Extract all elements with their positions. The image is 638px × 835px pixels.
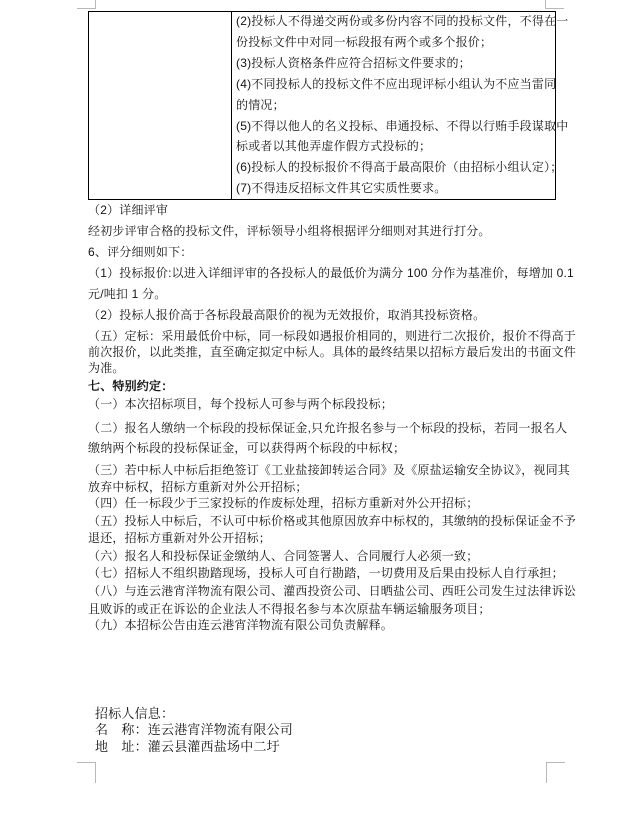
body-line: （九）本招标公告由连云港宵洋物流有限公司负责解释。 [88,618,394,632]
table-cell-line: 标或者以其他弄虚作假方式投标的； [236,139,432,153]
table-cell-line: (4)不同投标人的投标文件不应出现评标小组认为不应当雷同 [236,77,557,91]
body-line: 元/吨扣 1 分。 [88,287,167,301]
body-line: （六）报名人和投标保证金缴纳人、合同签署人、合同履行人必须一致； [88,549,479,563]
bidder-info-line: 招标人信息： [95,706,175,721]
table-cell-line: 份投标文件中对同一标段报有两个或多个报价； [236,35,493,49]
body-line: 放弃中标权，招标方重新对外公开招标； [88,480,308,494]
table-cell-line: (5)不得以他人的名义投标、串通投标、不得以行贿手段谋取中 [236,119,569,133]
crop-mark-bottom-right-icon [546,762,565,783]
body-line: 6、评分细则如下： [88,245,193,259]
body-line: （七）招标人不组织勘踏现场，投标人可自行勘踏，一切费用及后果由投标人自行承担； [88,566,564,580]
body-line: （2）投标人报价高于各标段最高限价的视为无效报价，取消其投标资格。 [88,308,486,322]
body-line: 七、特别约定： [88,379,174,393]
crop-mark-top-right-icon [545,0,564,9]
table-cell-line: (6)投标人的投标报价不得高于最高限价（由招标小组认定）； [236,160,563,174]
body-line: 退还，招标方重新对外公开招标； [88,531,272,545]
table-cell-line: (2)投标人不得递交两份或多份内容不同的投标文件，不得在一 [236,14,569,28]
body-line: （1）投标报价:以进入详细评审的各投标人的最低价为满分 100 分作为基准价，每增加 0.1 [88,266,574,280]
body-line: 前次报价，以此类推，直至确定拟定中标人。具体的最终结果以招标方最后发出的书面文件 [88,345,577,359]
body-line: （八）与连云港宵洋物流有限公司、灌西投资公司、日晒盐公司、西旺公司发生过法律诉讼 [88,584,577,598]
crop-mark-top-left-icon [77,0,96,9]
table-cell-line: 的情况； [236,98,285,112]
body-line: （三）若中标人中标后拒绝签订《工业盐接卸转运合同》及《原盐运输安全协议》，视同其 [88,463,571,477]
crop-mark-bottom-left-icon [77,762,96,783]
bidder-info-line: 名 称：连云港宵洋物流有限公司 [95,722,294,737]
table-cell-line: (7)不得违反招标文件其它实质性要求。 [236,181,447,195]
body-line: （2）详细评审 [88,203,169,217]
body-line: （五）定标：采用最低价中标，同一标段如遇报价相同的，则进行二次报价，报价不得高于 [88,329,577,343]
table-cell-line: (3)投标人资格条件应符合招标文件要求的； [236,56,471,70]
body-line: （四）任一标段少于三家投标的作废标处理，招标方重新对外公开招标； [88,496,479,510]
body-line: （五）投标人中标后，不认可中标价格或其他原因放弃中标权的，其缴纳的投标保证金不予 [88,514,577,528]
table-column-divider [231,12,232,199]
body-line: 缴纳两个标段的投标保证金，可以获得两个标段的中标权； [88,441,406,455]
body-line: （二）报名人缴纳一个标段的投标保证金,只允许报名参与一个标段的投标，若同一报名人 [88,421,568,435]
body-line: 为准。 [88,361,125,375]
bidder-info-line: 地 址：灌云县灌西盐场中二圩 [95,739,280,754]
body-line: （一）本次招标项目，每个投标人可参与两个标段投标； [88,397,394,411]
body-line: 且败诉的或正在诉讼的企业法人不得报名参与本次原盐车辆运输服务项目； [88,602,491,616]
body-line: 经初步评审合格的投标文件，评标领导小组将根据评分细则对其进行打分。 [88,224,491,238]
